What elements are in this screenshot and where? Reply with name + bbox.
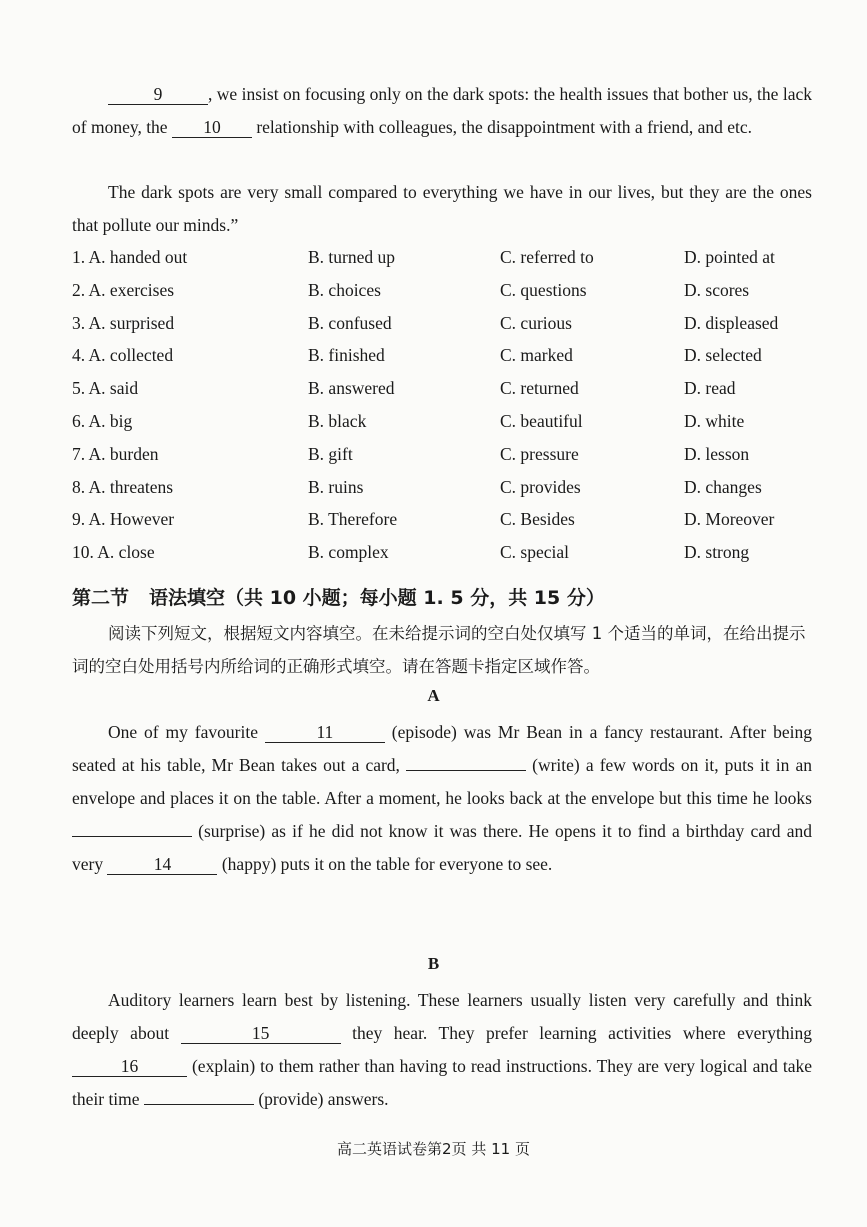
blank-12[interactable]	[406, 750, 526, 771]
blank-13[interactable]	[72, 816, 192, 837]
section-title: 语法填空（共 10 小题；每小题 1. 5 分，共 15 分）	[149, 587, 605, 609]
passage-text: (explain) to them rather than having to read instructions. They are very logical and take their time	[72, 1056, 812, 1109]
option-a: 10. A. close	[72, 542, 155, 563]
passage-text: (happy) puts it on the table for everyone to see.	[217, 854, 553, 874]
option-b: B. answered	[308, 378, 395, 399]
cloze-text: , we insist on focusing only on the dark spots: the health issues that bother us, the lack of money, the	[72, 84, 812, 137]
option-b: B. gift	[308, 443, 353, 464]
cloze-paragraph-end	[72, 78, 812, 144]
blank-16[interactable]: 16	[72, 1056, 187, 1077]
option-a: 1. A. handed out	[72, 247, 188, 267]
cloze-text: relationship with colleagues, the disappointment with a friend, and etc.	[251, 117, 753, 137]
option-b: B. black	[308, 410, 367, 431]
section-part: 第二节	[72, 587, 130, 609]
passage-a-heading: A	[427, 686, 440, 705]
passage-a	[72, 716, 812, 881]
option-row	[72, 503, 832, 536]
option-c: C. Besides	[500, 509, 575, 530]
option-d: D. changes	[684, 476, 762, 497]
option-row	[72, 405, 832, 438]
option-b: B. Therefore	[308, 509, 398, 530]
option-c: C. marked	[500, 345, 573, 366]
option-a: 8. A. threatens	[72, 476, 174, 497]
option-a: 4. A. collected	[72, 345, 174, 366]
option-d: D. scores	[684, 279, 750, 300]
cloze-text: The dark spots are very small compared to everything we have in our lives, but they are the ones that pollute our minds.”	[72, 182, 812, 235]
option-c: C. referred to	[500, 247, 594, 267]
option-row	[72, 274, 832, 307]
option-row	[72, 372, 832, 405]
passage-b-heading: B	[427, 954, 440, 973]
option-b: B. choices	[308, 279, 381, 300]
option-c: C. questions	[500, 279, 587, 300]
section-heading	[72, 582, 605, 614]
blank-10[interactable]: 10	[172, 117, 252, 138]
option-row	[72, 339, 832, 372]
option-a: 7. A. burden	[72, 443, 159, 464]
passage-text: (episode) was Mr Bean in a fancy restaurant. After being seated at his table, Mr Bean takes out a card,	[72, 722, 812, 775]
blank-14[interactable]: 14	[107, 854, 217, 875]
option-row	[72, 307, 832, 340]
option-b: B. confused	[308, 312, 392, 333]
blank-9[interactable]: 9	[108, 84, 208, 105]
option-b: B. turned up	[308, 247, 396, 267]
options-list	[72, 241, 832, 569]
blank-17[interactable]	[144, 1084, 254, 1105]
section-instructions: 阅读下列短文，根据短文内容填空。在未给提示词的空白处仅填写 1 个适当的单词，在给出提示词的空白处用括号内所给词的正确形式填空。请在答题卡指定区域作答。	[72, 624, 806, 676]
option-d: D. white	[684, 410, 745, 431]
option-row	[72, 241, 832, 274]
passage-text: One of my favourite	[108, 722, 265, 742]
option-b: B. complex	[308, 542, 389, 563]
option-c: C. special	[500, 542, 570, 563]
option-d: D. Moreover	[684, 509, 775, 530]
option-a: 5. A. said	[72, 378, 139, 399]
option-d: D. lesson	[684, 443, 750, 464]
option-row	[72, 471, 832, 504]
option-d: D. strong	[684, 542, 750, 563]
option-d: D. selected	[684, 345, 762, 366]
option-b: B. ruins	[308, 476, 364, 497]
option-a: 2. A. exercises	[72, 279, 175, 300]
page-footer: 高二英语试卷第2页 共 11 页	[337, 1140, 530, 1158]
option-a: 9. A. However	[72, 509, 175, 530]
option-row	[72, 536, 832, 569]
passage-text: they hear. They prefer learning activities where everything	[340, 1023, 812, 1043]
option-a: 6. A. big	[72, 410, 133, 431]
passage-text: Auditory learners learn best by listening. These learners usually listen very carefully and think deeply about	[72, 990, 812, 1043]
option-c: C. beautiful	[500, 410, 583, 431]
cloze-paragraph-final	[72, 176, 812, 242]
option-a: 3. A. surprised	[72, 312, 175, 333]
option-c: C. returned	[500, 378, 579, 399]
passage-text: (surprise) as if he did not know it was there. He opens it to find a birthday card and very	[72, 821, 812, 874]
option-b: B. finished	[308, 345, 385, 366]
passage-text: (write) a few words on it, puts it in an envelope and places it on the table. After a moment, he looks back at the envelope but this time he looks	[72, 755, 812, 808]
option-c: C. curious	[500, 312, 572, 333]
option-c: C. pressure	[500, 443, 579, 464]
blank-11[interactable]: 11	[265, 722, 385, 743]
option-c: C. provides	[500, 476, 581, 497]
option-d: D. pointed at	[684, 247, 775, 267]
passage-b	[72, 984, 812, 1116]
option-d: D. read	[684, 378, 736, 399]
option-d: D. displeased	[684, 312, 779, 333]
option-row	[72, 438, 832, 471]
passage-text: (provide) answers.	[253, 1089, 389, 1109]
blank-15[interactable]: 15	[181, 1023, 341, 1044]
